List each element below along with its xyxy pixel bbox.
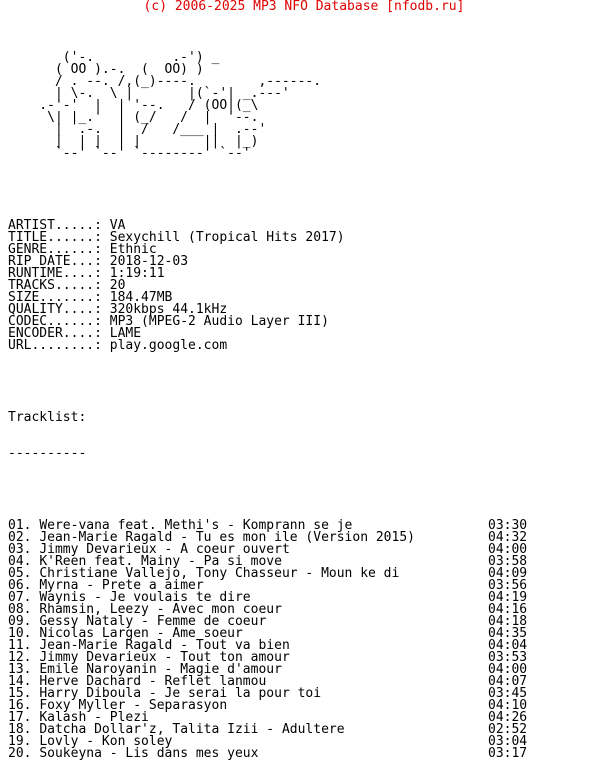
track-number: 03. bbox=[8, 542, 32, 557]
track-number: 09. bbox=[8, 614, 32, 629]
track-duration: 04:10 bbox=[488, 698, 528, 713]
track-number: 11. bbox=[8, 638, 32, 653]
tracklist-underline: ---------- bbox=[8, 446, 87, 461]
track-number: 20. bbox=[8, 746, 32, 761]
info-value: Sexychill (Tropical Hits 2017) bbox=[109, 230, 345, 245]
info-value: play.google.com bbox=[109, 338, 228, 353]
info-key: GENRE......: bbox=[8, 242, 102, 257]
info-value: 320kbps 44.1kHz bbox=[109, 302, 228, 317]
track-duration: 04:19 bbox=[488, 590, 528, 605]
info-value: 1:19:11 bbox=[109, 266, 165, 281]
info-value: MP3 (MPEG-2 Audio Layer III) bbox=[109, 314, 329, 329]
tracklist-heading: Tracklist: bbox=[8, 410, 87, 425]
info-row bbox=[8, 340, 548, 352]
track-number: 08. bbox=[8, 602, 32, 617]
track-duration: 03:17 bbox=[488, 746, 528, 761]
info-value: VA bbox=[109, 218, 126, 233]
track-title: Jimmy Devarieux - A coeur ouvert bbox=[39, 542, 290, 557]
track-duration: 04:04 bbox=[488, 638, 528, 653]
track-title: Datcha Dollar'z, Talita Izii - Adultere bbox=[39, 722, 345, 737]
info-key: ENCODER....: bbox=[8, 326, 102, 341]
track-title: Were-vana feat. Methi's - Komprann se je bbox=[39, 518, 353, 533]
track-title: K'Reen feat. Mainy - Pa si move bbox=[39, 554, 282, 569]
track-title: Kalash - Plezi bbox=[39, 710, 149, 725]
track-duration: 03:45 bbox=[488, 686, 528, 701]
track-number: 14. bbox=[8, 674, 32, 689]
track-title: Harry Diboula - Je serai la pour toi bbox=[39, 686, 322, 701]
track-title: Foxy Myller - Separasyon bbox=[39, 698, 228, 713]
info-key: SIZE.......: bbox=[8, 290, 102, 305]
track-title: Lovly - Kon soley bbox=[39, 734, 173, 749]
track-number: 18. bbox=[8, 722, 32, 737]
info-key: RIP DATE...: bbox=[8, 254, 102, 269]
track-title: Waynis - Je voulais te dire bbox=[39, 590, 251, 605]
track-duration: 03:04 bbox=[488, 734, 528, 749]
track-duration: 02:52 bbox=[488, 722, 528, 737]
track-title: Nicolas Largen - Ame soeur bbox=[39, 626, 243, 641]
ascii-logo: ('-. .-') _ ( OO ).-. ( OO) ) / . --. /,(_)----. ,------. | \-. \ | |(`-'| _.---' .-'-' | | '--. / (OO|(_\ \| |_.' | (_/ / | '--. | .-. | / /___ | .--' | | | | | || |_) `--' `--' `--------' `--' bbox=[39, 50, 322, 161]
track-title: Jean-Marie Ragald - Tout va bien bbox=[39, 638, 290, 653]
track-duration: 03:58 bbox=[488, 554, 528, 569]
track-title: Gessy Nataly - Femme de coeur bbox=[39, 614, 267, 629]
info-key: TITLE......: bbox=[8, 230, 102, 245]
track-title: Myrna - Prete a aimer bbox=[39, 578, 204, 593]
release-info bbox=[8, 220, 548, 352]
track-number: 01. bbox=[8, 518, 32, 533]
track-number: 12. bbox=[8, 650, 32, 665]
track-number: 10. bbox=[8, 626, 32, 641]
track-number: 13. bbox=[8, 662, 32, 677]
track-number: 06. bbox=[8, 578, 32, 593]
track-duration: 04:26 bbox=[488, 710, 528, 725]
nfo-document bbox=[8, 28, 548, 772]
track-duration: 04:00 bbox=[488, 662, 528, 677]
track-duration: 04:00 bbox=[488, 542, 528, 557]
track-title: Soukeyna - Lis dans mes yeux bbox=[39, 746, 259, 761]
info-value: 20 bbox=[109, 278, 126, 293]
info-key: RUNTIME....: bbox=[8, 266, 102, 281]
track-title: Emile Naroyanin - Magie d'amour bbox=[39, 662, 282, 677]
info-value: LAME bbox=[109, 326, 142, 341]
tracklist bbox=[8, 520, 548, 760]
track-duration: 04:32 bbox=[488, 530, 528, 545]
track-duration: 04:18 bbox=[488, 614, 528, 629]
track-title: Herve Dachard - Reflet lanmou bbox=[39, 674, 267, 689]
track-duration: 03:53 bbox=[488, 650, 528, 665]
track-title: Rhamsin, Leezy - Avec mon coeur bbox=[39, 602, 282, 617]
track-number: 05. bbox=[8, 566, 32, 581]
track-number: 17. bbox=[8, 710, 32, 725]
info-value: 2018-12-03 bbox=[109, 254, 189, 269]
info-key: CODEC......: bbox=[8, 314, 102, 329]
info-key: ARTIST.....: bbox=[8, 218, 102, 233]
track-duration: 03:30 bbox=[488, 518, 528, 533]
track-title: Christiane Vallejo, Tony Chasseur - Moun ke di bbox=[39, 566, 400, 581]
track-title: Jean-Marie Ragald - Tu es mon ile (Version 2015) bbox=[39, 530, 415, 545]
info-value: 184.47MB bbox=[109, 290, 173, 305]
track-number: 19. bbox=[8, 734, 32, 749]
info-key: URL........: bbox=[8, 338, 102, 353]
track-duration: 03:56 bbox=[488, 578, 528, 593]
track-number: 15. bbox=[8, 686, 32, 701]
track-number: 07. bbox=[8, 590, 32, 605]
info-key: QUALITY....: bbox=[8, 302, 102, 317]
copyright-header: (c) 2006-2025 MP3 NFO Database [nfodb.ru] bbox=[143, 0, 465, 14]
track-title: Jimmy Devarieux - Tout ton amour bbox=[39, 650, 290, 665]
track-duration: 04:16 bbox=[488, 602, 528, 617]
track-number: 16. bbox=[8, 698, 32, 713]
track-number: 02. bbox=[8, 530, 32, 545]
track-duration: 04:07 bbox=[488, 674, 528, 689]
track-row bbox=[8, 748, 548, 760]
track-duration: 04:09 bbox=[488, 566, 528, 581]
track-duration: 04:35 bbox=[488, 626, 528, 641]
track-number: 04. bbox=[8, 554, 32, 569]
info-value: Ethnic bbox=[109, 242, 157, 257]
info-key: TRACKS.....: bbox=[8, 278, 102, 293]
